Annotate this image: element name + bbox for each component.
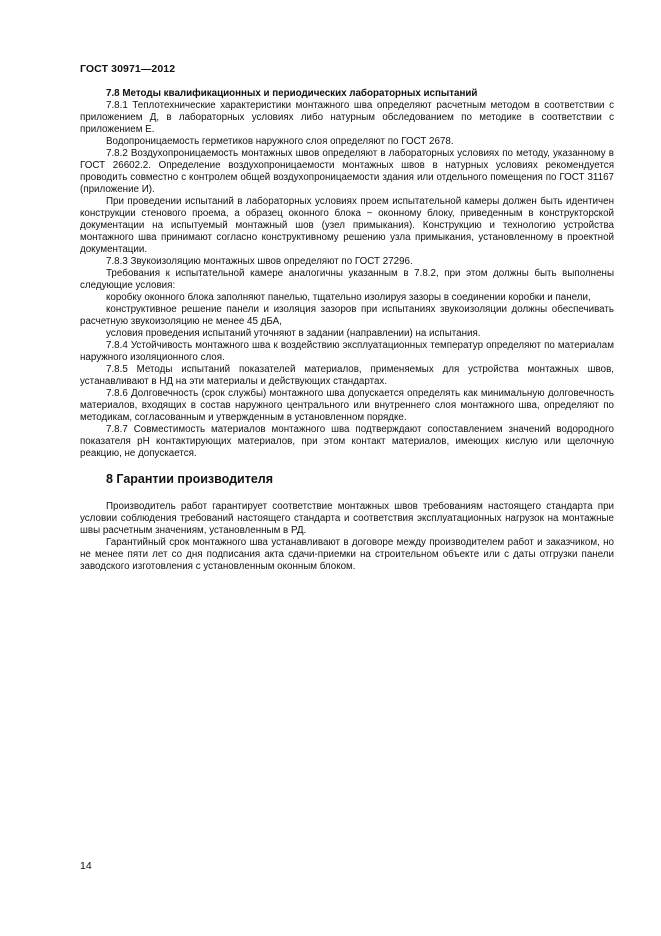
paragraph: 7.8.4 Устойчивость монтажного шва к воздействию эксплуатационных температур определяют по материалам наружного изоляционного слоя. (80, 340, 614, 363)
paragraph: Гарантийный срок монтажного шва устанавливают в договоре между производителем работ и заказчиком, но не менее пяти лет со дня подписания акта сдачи-приемки на строительном объекте или с даты отгрузки панели заводского изготовления с установленным оконным блоком. (80, 537, 614, 572)
paragraph: 7.8.3 Звукоизоляцию монтажных швов определяют по ГОСТ 27296. (106, 256, 413, 267)
paragraph: коробку оконного блока заполняют панелью, тщательно изолируя зазоры в соединении коробки и панели, (106, 292, 591, 303)
paragraph: Требования к испытательной камере аналогичны указанным в 7.8.2, при этом должны быть выполнены следующие условия: (80, 268, 614, 291)
subsection-title: 7.8 Методы квалификационных и периодических лабораторных испытаний (106, 88, 478, 99)
paragraph: Водопроницаемость герметиков наружного слоя определяют по ГОСТ 2678. (106, 136, 454, 147)
paragraph: 7.8.6 Долговечность (срок службы) монтажного шва допускается определять как минимальную долговечность материалов, входящих в состав наружного центрального или внутреннего слоя монтажного шва, определяют по методикам, согласованным и утвержденным в установленном порядке. (80, 388, 614, 423)
paragraph: 7.8.2 Воздухопроницаемость монтажных швов определяют в лабораторных условиях по методу, указанному в ГОСТ 26602.2. Определение воздухопроницаемости монтажных швов в натурных условиях рекомендуется проводить совместно с контролем общей воздухопроницаемости здания или отдельного помещения по ГОСТ 31167 (приложение И). (80, 148, 614, 195)
paragraph: Производитель работ гарантирует соответствие монтажных швов требованиям настоящего стандарта при условии соблюдения требований настоящего стандарта и соответствия эксплуатационных нагрузок на монтажные швы расчетным значениям, установленным в РД. (80, 501, 614, 536)
paragraph: 7.8.7 Совместимость материалов монтажного шва подтверждают сопоставлением значений водородного показателя pH контактирующих материалов, при этом контакт материалов, имеющих кислую или щелочную реакцию, не допускается. (80, 424, 614, 459)
paragraph: конструктивное решение панели и изоляция зазоров при испытаниях звукоизоляции должны обеспечивать расчетную звукоизоляцию не менее 45 дБА, (80, 304, 614, 327)
paragraph: 7.8.5 Методы испытаний показателей материалов, применяемых для устройства монтажных швов, устанавливают в НД на эти материалы и действующих стандартах. (80, 364, 614, 387)
document-body (80, 88, 614, 573)
paragraph: 7.8.1 Теплотехнические характеристики монтажного шва определяют расчетным методом в соответствии с приложением Д, в лабораторных условиях либо натурным обследованием по методике в соответствии с приложением Е. (80, 100, 614, 135)
paragraph: При проведении испытаний в лабораторных условиях проем испытательной камеры должен быть идентичен конструкции стенового проема, а образец оконного блока − оконному блоку, приведенным в конструкторской документации на испытуемый монтажный шов (узел примыкания). Конструкцию и технологию устройства монтажного шва принимают согласно конструктивному решению узла примыкания, установленному в проектной документации. (80, 196, 614, 255)
page-number: 14 (80, 860, 92, 872)
section-title: 8 Гарантии производителя (106, 472, 274, 486)
document-code-header: ГОСТ 30971—2012 (80, 63, 176, 75)
paragraph: условия проведения испытаний уточняют в задании (направлении) на испытания. (106, 328, 481, 339)
